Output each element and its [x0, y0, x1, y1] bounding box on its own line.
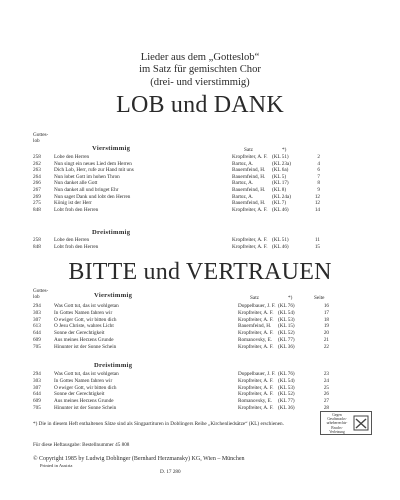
intro-line: Lieder aus dem „Gotteslob“	[140, 52, 260, 63]
song-title: Nun lobet Gott im hohen Thron	[54, 173, 120, 180]
composer: Kropfreiter, A. F.	[232, 237, 268, 243]
song-number: 258	[33, 237, 41, 243]
intro-block	[0, 52, 400, 89]
page-number: 28	[323, 405, 329, 411]
song-number: 269	[33, 193, 41, 200]
part2-title: BITTE und VERTRAUEN	[68, 259, 332, 285]
page-number: 15	[314, 243, 320, 250]
footnote: *) Die in diesem Heft enthaltenen Sätze sind als Singpartituren in Doblingers Reihe „Kirchenliedsätze“ (KL) erschienen.	[33, 421, 284, 427]
composer: Bauernfeind, H.	[232, 187, 266, 193]
composer: Kropfreiter, A. F.	[238, 343, 274, 350]
song-title: Sonne der Gerechtigkeit	[54, 391, 105, 398]
copyright-logo	[320, 411, 372, 435]
kl-reference: (KL 46)	[272, 243, 289, 250]
kl-reference: (KL 51)	[272, 237, 289, 243]
page-number: 8	[317, 180, 320, 187]
composer: Kropfreiter, A. F.	[232, 206, 268, 213]
composer: Bauernfeind, H.	[232, 167, 266, 174]
part1-title: LOB und DANK	[116, 92, 284, 118]
song-number: 609	[33, 337, 41, 343]
page-number: 12	[314, 200, 320, 207]
kl-reference: (KL 77)	[278, 337, 295, 343]
composer: Kropfreiter, A. F.	[238, 377, 274, 384]
song-number: 294	[33, 371, 41, 377]
song-number: 303	[33, 377, 41, 384]
song-title: Nun singt ein neues Lied dem Herren	[54, 160, 132, 167]
song-title: Nun danket all und bringet Ehr	[54, 187, 119, 193]
song-title: In Gottes Namen fahren wir	[54, 377, 113, 384]
composer: Bauernfeind, H.	[232, 200, 266, 207]
page-number: 23	[323, 371, 329, 377]
song-title: Dich Lob, Herr, rufe zur Hand mit uns	[54, 167, 134, 174]
kl-reference: (KL 54)	[278, 377, 295, 384]
song-number: 264	[33, 173, 41, 180]
song-title: Lobe den Herren	[54, 237, 90, 243]
composer: Doppelbauer, J. F.	[238, 303, 276, 309]
song-title: Lobt froh den Herren	[54, 243, 99, 250]
kl-reference: (KL 53)	[278, 384, 295, 391]
composer: Kropfreiter, A. F.	[238, 391, 274, 398]
part1-col-label: Gottes- lob	[33, 132, 49, 145]
song-title: Hinunter ist der Sonne Schein	[54, 405, 117, 411]
part1-section1-label: Vierstimmig	[92, 145, 131, 152]
copyright-line: © Copyright 1985 by Ludwig Doblinger (Bernhard Herzmansky) KG, Wien – München	[33, 456, 245, 462]
composer: Bauernfeind, H.	[232, 173, 266, 180]
song-number: 644	[33, 330, 41, 337]
song-number: 848	[33, 206, 41, 213]
part1-header-ref: *)	[282, 147, 287, 153]
page-number: 21	[323, 337, 329, 343]
song-number: 609	[33, 398, 41, 405]
kl-reference: (KL 15)	[278, 323, 295, 330]
song-number: 275	[33, 200, 41, 207]
song-title: O ewiger Gott, wir bitten dich	[54, 316, 117, 323]
part1-section2-label: Dreistimmig	[92, 229, 131, 236]
song-title: O ewiger Gott, wir bitten dich	[54, 384, 117, 391]
song-title: Nun danket alle Gott	[54, 180, 98, 187]
composer: Bauernfeind, H.	[238, 323, 272, 330]
kl-reference: (KL 36)	[278, 405, 295, 411]
page-number: 26	[323, 391, 329, 398]
composer: Bartoz, A.	[232, 193, 254, 200]
song-title: In Gottes Namen fahren wir	[54, 309, 113, 316]
kl-reference: (KL 5)	[272, 173, 287, 180]
page-number: 14	[314, 206, 320, 213]
page-number: 19	[323, 323, 329, 330]
page-number: 18	[323, 316, 329, 323]
kl-reference: (KL 53)	[278, 316, 295, 323]
song-number: 263	[33, 167, 41, 174]
page-number: 25	[323, 384, 329, 391]
song-title: König ist der Herr	[54, 200, 92, 207]
page-number: 7	[317, 173, 320, 180]
intro-line: (drei- und vierstimmig)	[150, 76, 250, 88]
crossed-copy-icon	[352, 413, 370, 433]
page-number: 24	[323, 377, 329, 384]
song-number: 848	[33, 243, 41, 250]
composer: Romanovsky, E.	[238, 398, 273, 405]
kl-reference: (KL 17)	[272, 180, 289, 187]
song-number: 705	[33, 343, 41, 350]
plate-number: D. 17 280	[160, 469, 181, 475]
song-title: O Jesu Christe, wahres Licht	[54, 323, 114, 330]
kl-reference: (KL 52)	[278, 391, 295, 398]
page-number: 22	[323, 343, 329, 350]
song-number: 303	[33, 309, 41, 316]
table-row	[0, 244, 400, 251]
song-number: 613	[33, 323, 41, 330]
page-number: 6	[317, 167, 320, 174]
song-title: Aus meines Herzens Grunde	[54, 337, 114, 343]
printed-in: Printed in Austria	[40, 463, 73, 468]
composer: Kropfreiter, A. F.	[238, 330, 274, 337]
song-title: Hinunter ist der Sonne Schein	[54, 343, 117, 350]
song-number: 262	[33, 160, 41, 167]
song-number: 307	[33, 316, 41, 323]
kl-reference: (KL 8)	[272, 187, 287, 193]
page-number: 12	[314, 193, 320, 200]
composer: Kropfreiter, A. F.	[238, 316, 274, 323]
page-number: 11	[315, 237, 320, 243]
kl-reference: (KL 77)	[278, 398, 295, 405]
part2-col-label: Gottes- lob	[33, 288, 49, 301]
song-title: Nun saget Dank und lobt den Herren	[54, 193, 131, 200]
kl-reference: (KL 6a)	[272, 167, 289, 174]
composer: Kropfreiter, A. F.	[238, 405, 274, 411]
part2-header-ref: *)	[288, 295, 293, 301]
kl-reference: (KL 46)	[272, 206, 289, 213]
song-number: 266	[33, 180, 41, 187]
composer: Kropfreiter, A. F.	[232, 243, 268, 250]
composer: Bartoz, A.	[232, 180, 254, 187]
table-row	[0, 344, 400, 351]
composer: Kropfreiter, A. F.	[238, 309, 274, 316]
logo-text: Gegen Geschmacks- urheberrechts- Bruchs- Verletzung	[326, 413, 348, 434]
composer: Kropfreiter, A. F.	[232, 154, 268, 160]
song-title: Lobe den Herren	[54, 154, 90, 160]
song-number: 705	[33, 405, 41, 411]
page-number: 9	[317, 187, 320, 193]
order-note: Für diese Heftausgabe: Bestellnummer 45 808	[33, 442, 130, 448]
kl-reference: (KL 51)	[272, 154, 289, 160]
page-number: 2	[317, 154, 320, 160]
song-title: Aus meines Herzens Grunde	[54, 398, 114, 405]
song-title: Lobt froh den Herren	[54, 206, 99, 213]
kl-reference: (KL 76)	[278, 303, 295, 309]
song-number: 258	[33, 154, 41, 160]
table-row	[0, 207, 400, 214]
kl-reference: (KL 7)	[272, 200, 287, 207]
composer: Doppelbauer, J. F.	[238, 371, 276, 377]
page-number: 17	[323, 309, 329, 316]
intro-line: im Satz für gemischten Chor	[139, 64, 261, 76]
kl-reference: (KL 76)	[278, 371, 295, 377]
song-number: 307	[33, 384, 41, 391]
song-number: 267	[33, 187, 41, 193]
song-number: 294	[33, 303, 41, 309]
composer: Romanovsky, E.	[238, 337, 273, 343]
song-number: 644	[33, 391, 41, 398]
song-title: Was Gott tut, das ist wohlgetan	[54, 371, 119, 377]
part2-section2-label: Dreistimmig	[94, 362, 133, 369]
song-title: Was Gott tut, das ist wohlgetan	[54, 303, 119, 309]
part2-section1-label: Vierstimmig	[94, 292, 133, 299]
page-number: 20	[323, 330, 329, 337]
composer: Kropfreiter, A. F.	[238, 384, 274, 391]
part2-header-satz: Satz	[250, 295, 259, 301]
page-number: 27	[323, 398, 329, 405]
composer: Bartoz, A.	[232, 160, 254, 167]
kl-reference: (KL 52)	[278, 330, 295, 337]
kl-reference: (KL 36)	[278, 343, 295, 350]
song-title: Sonne der Gerechtigkeit	[54, 330, 105, 337]
part2-header-seite: Seite	[314, 295, 325, 301]
kl-reference: (KL 23a)	[272, 160, 291, 167]
page-number: 16	[323, 303, 329, 309]
page-number: 4	[317, 160, 320, 167]
part1-header-satz: Satz	[244, 147, 253, 153]
kl-reference: (KL 54)	[278, 309, 295, 316]
kl-reference: (KL 24a)	[272, 193, 291, 200]
